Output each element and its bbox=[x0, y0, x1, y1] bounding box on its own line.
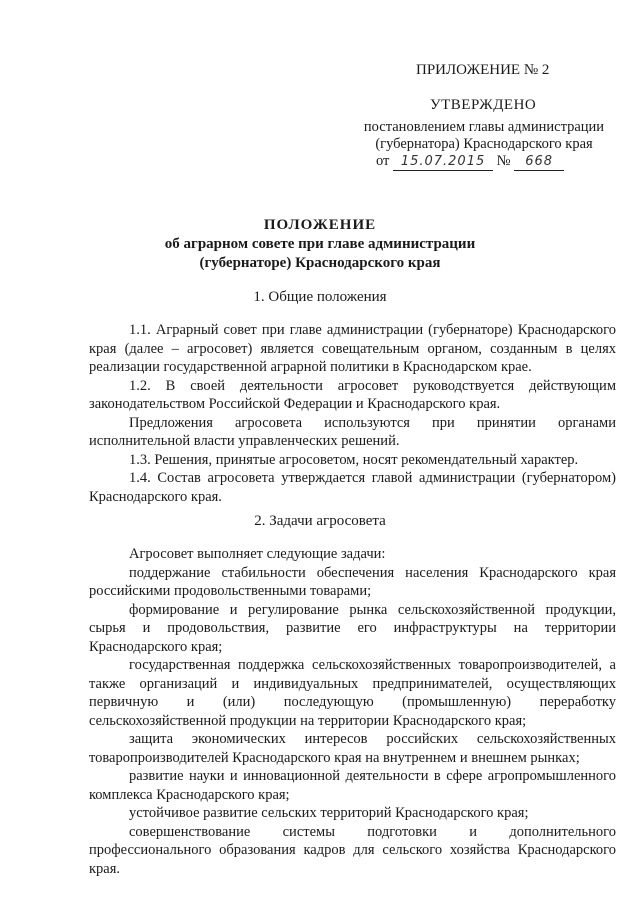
number-blank bbox=[514, 153, 564, 171]
document-subtitle-line-2: (губернаторе) Краснодарского края bbox=[199, 255, 441, 271]
list-item: поддержание стабильности обеспечения населения Краснодарского края российскими продовольственными товарами; bbox=[89, 564, 616, 599]
document-subtitle-line-1: об аграрном совете при главе администрации bbox=[164, 236, 476, 252]
date-prefix: от bbox=[376, 153, 390, 169]
list-item: совершенствование системы подготовки и дополнительного профессионального образования кадров для сельского хозяйства Краснодарского края. bbox=[89, 823, 616, 877]
paragraph: 1.1. Аграрный совет при главе администрации (губернаторе) Краснодарского края (далее – агросовет) является совещательным органом, созданным в целях реализации государственной аграрной политики в Краснодарском крае. bbox=[89, 322, 616, 375]
paragraph: 1.4. Состав агросовета утверждается главой администрации (губернатором) Краснодарского края. bbox=[89, 470, 616, 505]
handwritten-number: 668 bbox=[525, 154, 554, 169]
list-item: развитие науки и инновационной деятельности в сфере агропромышленного комплекса Краснодарского края; bbox=[89, 768, 616, 803]
section-general-body bbox=[89, 321, 616, 506]
list-item: защита экономических интересов российских сельскохозяйственных товаропроизводителей Краснодарского края на внутреннем и внешнем рынках; bbox=[89, 731, 616, 766]
section-tasks-body bbox=[89, 545, 616, 878]
paragraph: Агросовет выполняет следующие задачи: bbox=[129, 546, 386, 562]
section-heading-general: 1. Общие положения bbox=[253, 289, 387, 305]
date-blank bbox=[393, 153, 493, 171]
list-item: устойчивое развитие сельских территорий Краснодарского края; bbox=[129, 805, 529, 821]
approved-stamp: УТВЕРЖДЕНО bbox=[430, 97, 537, 113]
resolution-dateline bbox=[376, 153, 564, 171]
list-item: формирование и регулирование рынка сельскохозяйственной продукции, сырья и продовольствия, развитие его инфраструктуры на территории Краснодарского края; bbox=[89, 601, 616, 655]
paragraph: 1.3. Решения, принятые агросоветом, носят рекомендательный характер. bbox=[129, 451, 579, 468]
paragraph: Предложения агросовета используются при принятии органами исполнительной власти управленческих решений. bbox=[89, 414, 616, 449]
section-heading-tasks: 2. Задачи агросовета bbox=[254, 513, 386, 529]
document-title: ПОЛОЖЕНИЕ bbox=[263, 217, 377, 233]
paragraph: 1.2. В своей деятельности агросовет руководствуется действующим законодательством Российской Федерации и Краснодарского края. bbox=[89, 377, 616, 412]
number-prefix: № bbox=[496, 153, 511, 169]
list-item: государственная поддержка сельскохозяйственных товаропроизводителей, а также организаций и индивидуальных предпринимателей, осуществляющих первичную и (или) последующую (промышленную) переработку сельскохозяйственной продукции на территории Краснодарского края; bbox=[89, 657, 616, 729]
approved-by-text: постановлением главы администрации (губернатора) Краснодарского края bbox=[363, 119, 605, 152]
handwritten-date: 15.07.2015 bbox=[400, 154, 486, 169]
appendix-label: ПРИЛОЖЕНИЕ № 2 bbox=[416, 62, 550, 78]
